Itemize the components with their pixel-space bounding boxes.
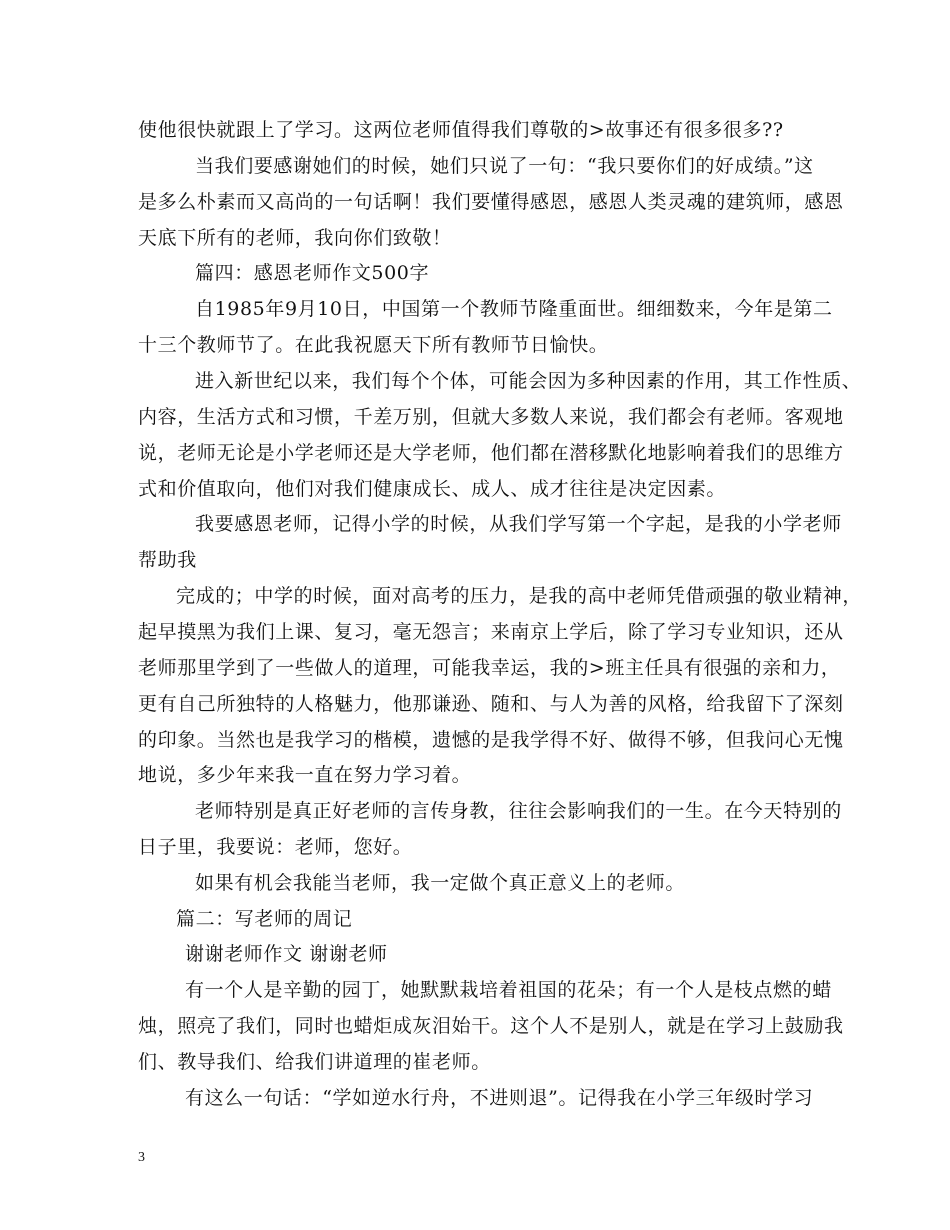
text-line: 使他很快就跟上了学习。这两位老师值得我们尊敬的>故事还有很多很多?? <box>138 119 784 141</box>
text-line: 起早摸黑为我们上课、复习，毫无怨言；来南京上学后，除了学习专业知识，还从 <box>138 621 844 643</box>
section-heading: 篇二：写老师的周记 <box>176 908 353 930</box>
text-line: 老师特别是真正好老师的言传身教，往往会影响我们的一生。在今天特别的 <box>195 800 842 822</box>
text-line: 日子里，我要说：老师，您好。 <box>138 836 413 858</box>
text-line: 有一个人是辛勤的园丁，她默默栽培着祖国的花朵；有一个人是枝点燃的蜡 <box>185 979 832 1001</box>
text-line: 进入新世纪以来，我们每个个体，可能会因为多种因素的作用，其工作性质、 <box>195 370 862 392</box>
text-line: 当我们要感谢她们的时候，她们只说了一句：“我只要你们的好成绩。”这 <box>195 155 814 177</box>
text-line: 帮助我 <box>138 549 197 571</box>
text-line: 完成的；中学的时候，面对高考的压力，是我的高中老师凭借顽强的敬业精神， <box>176 585 863 607</box>
text-line: 烛，照亮了我们，同时也蜡炬成灰泪始干。这个人不是别人，就是在学习上鼓励我 <box>138 1015 844 1037</box>
text-line: 我要感恩老师，记得小学的时候，从我们学写第一个字起，是我的小学老师 <box>195 513 842 535</box>
text-line: 如果有机会我能当老师，我一定做个真正意义上的老师。 <box>195 872 686 894</box>
text-line: 天底下所有的老师，我向你们致敬！ <box>138 227 452 249</box>
article-title: 谢谢老师作文 谢谢老师 <box>185 943 388 965</box>
text-line: 自1985年9月10日，中国第一个教师节隆重面世。细细数来，今年是第二 <box>195 298 833 320</box>
text-line: 老师那里学到了一些做人的道理，可能我幸运，我的>班主任具有很强的亲和力， <box>138 657 841 679</box>
text-line: 有这么一句话：“学如逆水行舟，不进则退”。记得我在小学三年级时学习 <box>185 1087 814 1109</box>
text-line: 十三个教师节了。在此我祝愿天下所有教师节日愉快。 <box>138 334 609 356</box>
text-line: 们、教导我们、给我们讲道理的崔老师。 <box>138 1051 491 1073</box>
section-heading: 篇四：感恩老师作文500字 <box>195 262 430 284</box>
text-line: 内容，生活方式和习惯，千差万别，但就大多数人来说，我们都会有老师。客观地 <box>138 406 844 428</box>
text-line: 更有自己所独特的人格魅力，他那谦逊、随和、与人为善的风格，给我留下了深刻 <box>138 693 844 715</box>
text-line: 是多么朴素而又高尚的一句话啊！我们要懂得感恩，感恩人类灵魂的建筑师，感恩 <box>138 191 844 213</box>
text-line: 说，老师无论是小学老师还是大学老师，他们都在潜移默化地影响着我们的思维方 <box>138 442 844 464</box>
page-number: 3 <box>138 1150 145 1165</box>
text-line: 的印象。当然也是我学习的楷模，遗憾的是我学得不好、做得不够，但我问心无愧 <box>138 729 844 751</box>
text-line: 式和价值取向，他们对我们健康成长、成人、成才往往是决定因素。 <box>138 478 727 500</box>
text-line: 地说，多少年来我一直在努力学习着。 <box>138 764 472 786</box>
